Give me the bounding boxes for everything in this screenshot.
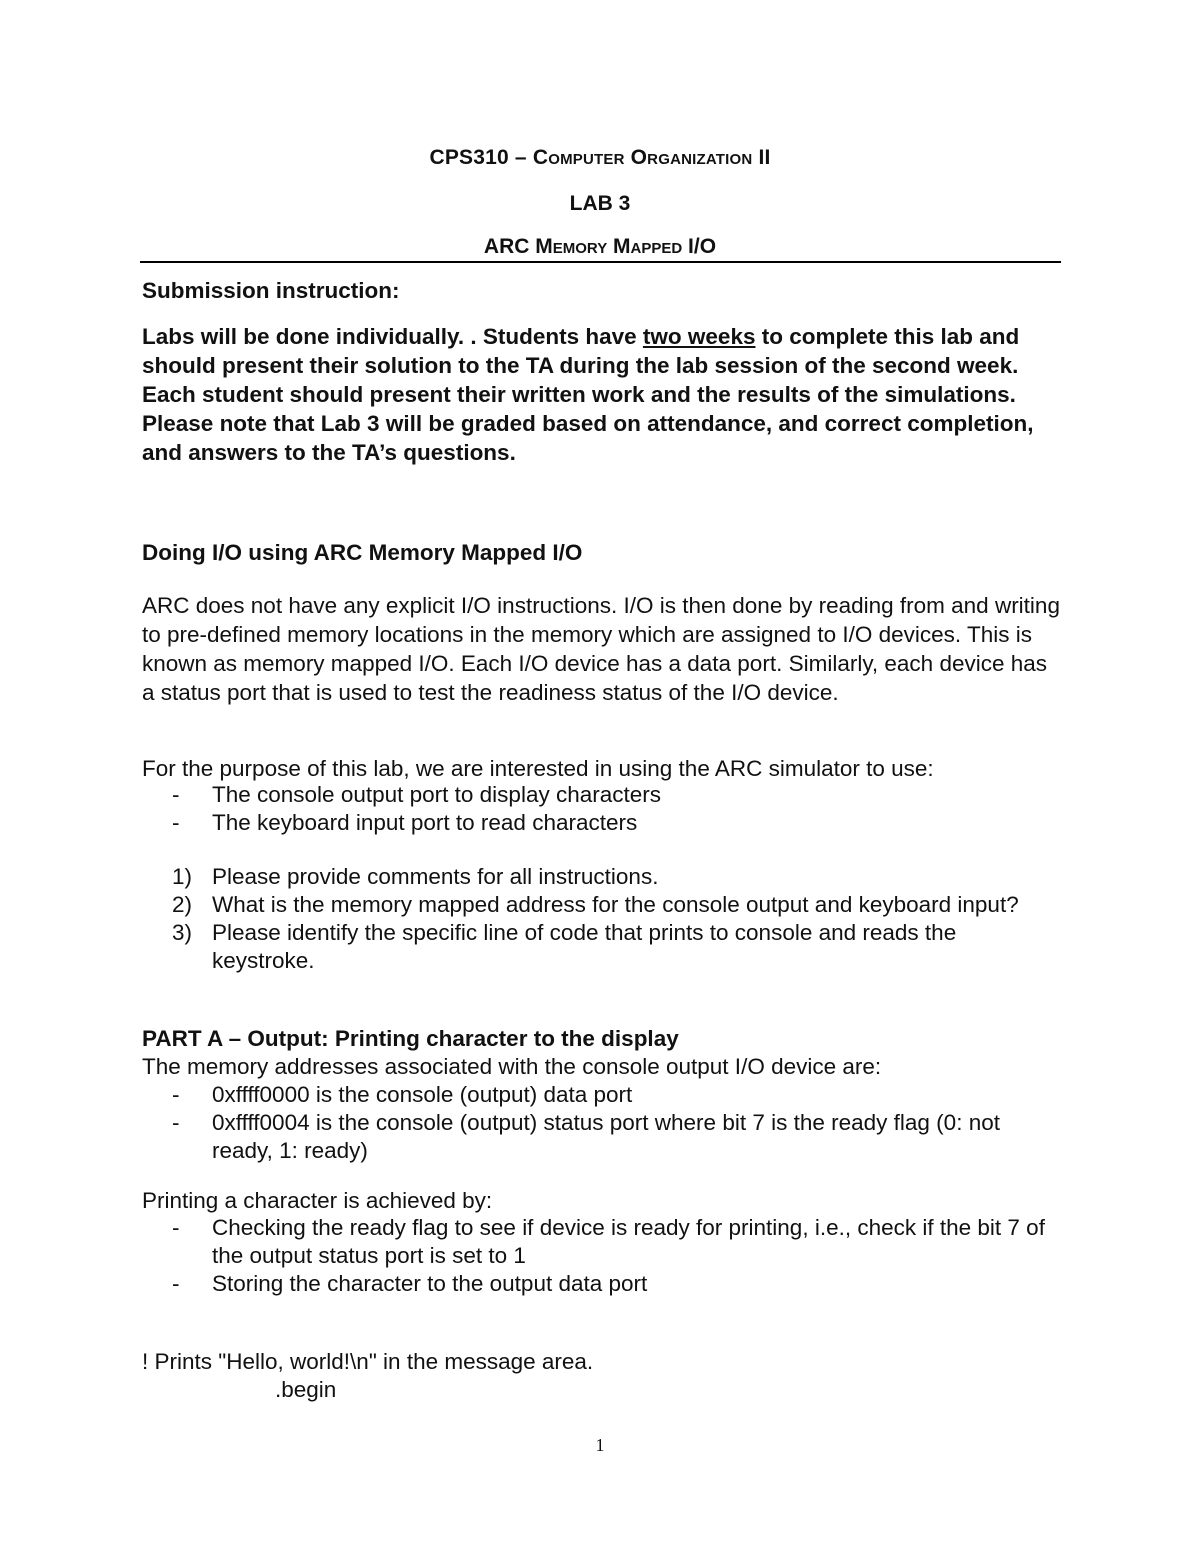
list-item: 2) What is the memory mapped address for the console output and keyboard input? <box>172 892 1019 917</box>
lab-subtitle <box>0 235 1200 259</box>
list-item: - The keyboard input port to read characters <box>172 810 638 835</box>
bullet-marker: - <box>172 810 180 835</box>
bullet-marker: - <box>172 1215 180 1240</box>
bullet-marker: - <box>172 1110 180 1135</box>
number-marker: 3) <box>172 920 193 945</box>
submission-paragraph <box>142 322 1062 467</box>
list-item: - Storing the character to the output data port <box>172 1271 648 1296</box>
list-item: 3) Please identify the specific line of code that prints to console and reads the keystroke. <box>172 920 957 973</box>
section-heading-io: Doing I/O using ARC Memory Mapped I/O <box>142 540 583 565</box>
course-title <box>0 146 1200 170</box>
subtitle-suffix: I/O <box>682 235 717 258</box>
list-item: - 0xffff0004 is the console (output) status port where bit 7 is the ready flag (0: not ready, 1: ready) <box>172 1110 1000 1163</box>
two-weeks-emphasis: two weeks <box>642 324 756 349</box>
address-bullet-list <box>142 1081 1062 1165</box>
purpose-intro: For the purpose of this lab, we are interested in using the ARC simulator to use: <box>142 756 934 781</box>
printing-intro: Printing a character is achieved by: <box>142 1188 493 1213</box>
list-item: 1) Please provide comments for all instructions. <box>172 864 659 889</box>
printing-steps-list <box>142 1214 1062 1298</box>
bullet-marker: - <box>172 1082 180 1107</box>
questions-list <box>142 863 1062 975</box>
number-marker: 1) <box>172 864 193 889</box>
submission-text-end: to complete this lab and should present their solution to the TA during the lab session of the second week. Each student should present their written work and the results of the simulations. Please note that Lab 3 will be graded based on attendance, and correct completion, and answers to the TA’s questions. <box>142 324 1034 465</box>
purpose-bullet-list <box>142 781 1062 837</box>
bullet-marker: - <box>172 1271 180 1296</box>
list-item: - Checking the ready flag to see if device is ready for printing, i.e., check if the bit 7 of the output status port is set to 1 <box>172 1215 1045 1268</box>
lab-number: LAB 3 <box>569 192 631 215</box>
header-divider <box>140 261 1061 263</box>
code-begin-line: .begin <box>275 1377 337 1402</box>
page-number: 1 <box>595 1435 605 1455</box>
bullet-marker: - <box>172 782 180 807</box>
code-comment-line: ! Prints "Hello, world!\n" in the message area. <box>142 1349 594 1374</box>
part-a-heading: PART A – Output: Printing character to the display <box>142 1026 679 1051</box>
submission-text-start: Labs will be done individually. . Students have <box>142 324 643 349</box>
list-item: - 0xffff0000 is the console (output) data port <box>172 1082 633 1107</box>
submission-heading: Submission instruction: <box>142 278 400 303</box>
io-paragraph: ARC does not have any explicit I/O instructions. I/O is then done by reading from and writing to pre-defined memory locations in the memory which are assigned to I/O devices. This is known as memory mapped I/O. Each I/O device has a data port. Similarly, each device has a status port that is used to test the readiness status of the I/O device. <box>142 593 1060 705</box>
course-code: CPS310 – <box>429 146 533 169</box>
number-marker: 2) <box>172 892 193 917</box>
subtitle-prefix: ARC <box>483 235 536 258</box>
list-item: - The console output port to display characters <box>172 782 662 807</box>
course-name: Computer Organization II <box>532 146 771 169</box>
part-a-intro: The memory addresses associated with the console output I/O device are: <box>142 1054 882 1079</box>
subtitle-name: Memory Mapped <box>535 235 683 258</box>
